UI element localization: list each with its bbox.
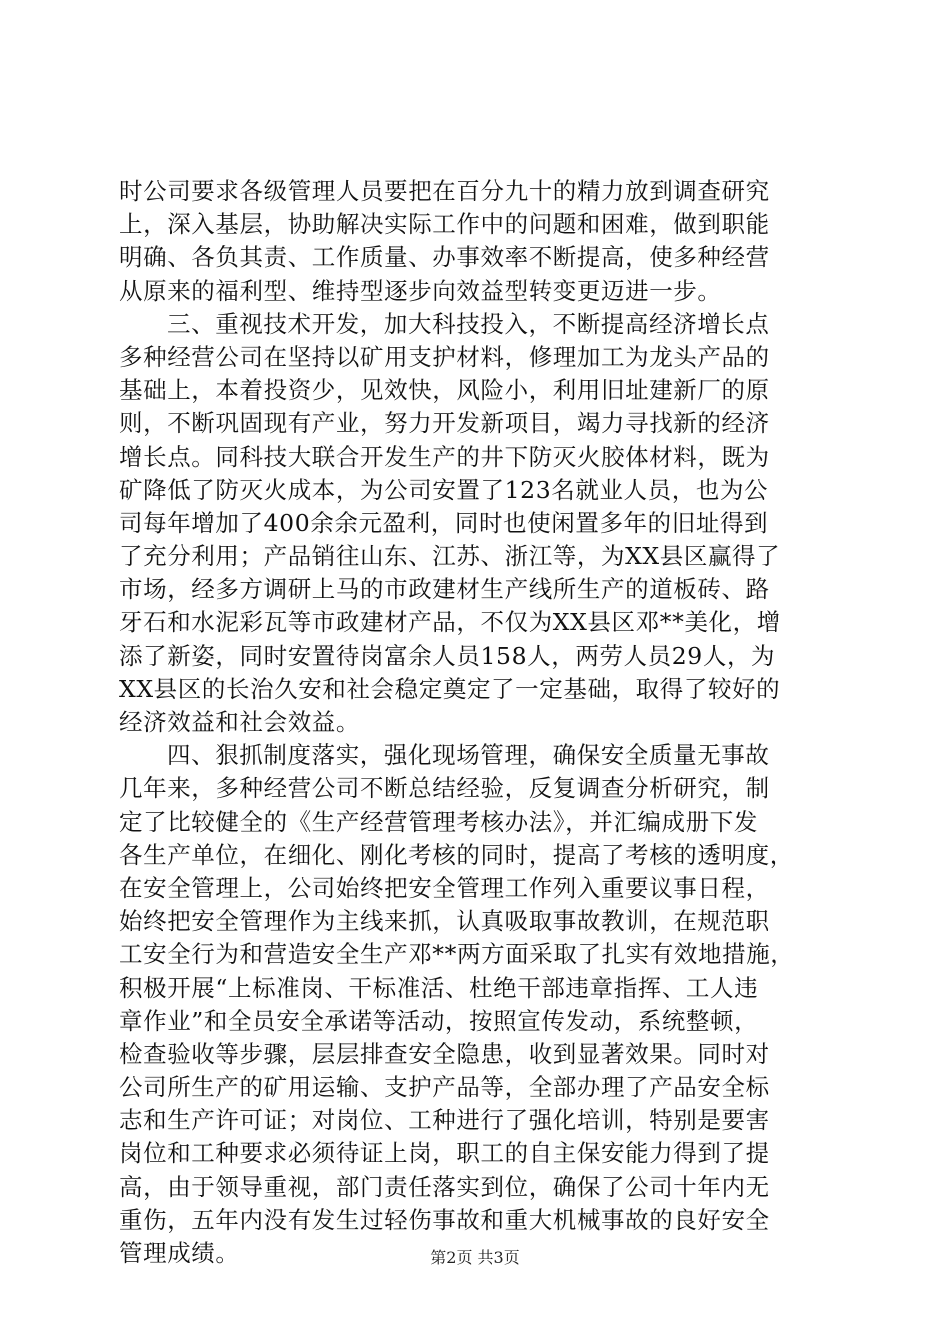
text-line: 管理成绩。 — [119, 1239, 240, 1267]
text-line: 在安全管理上，公司始终把安全管理工作列入重要议事日程， — [119, 873, 770, 902]
text-line: 了充分利用；产品销往山东、江苏、浙江等，为XX县区赢得了 — [119, 542, 781, 571]
text-line: 明确、各负其责、工作质量、办事效率不断提高，使多种经营 — [119, 243, 770, 272]
text-line: 志和生产许可证；对岗位、工种进行了强化培训，特别是要害 — [119, 1106, 770, 1135]
text-line: 基础上，本着投资少，见效快，风险小，利用旧址建新厂的原 — [119, 376, 770, 405]
text-line: 积极开展“上标准岗、干标准活、杜绝干部违章指挥、工人违 — [119, 973, 759, 1002]
text-line: 工安全行为和营造安全生产邓**两方面采取了扎实有效地措施， — [119, 940, 795, 969]
text-line: 司每年增加了400余余元盈利，同时也使闲置多年的旧址得到 — [119, 508, 769, 537]
text-line: 添了新姿，同时安置待岗富余人员158人，两劳人员29人，为 — [119, 641, 776, 670]
text-line: 上，深入基层，协助解决实际工作中的问题和困难，做到职能 — [119, 210, 770, 239]
text-line: 各生产单位，在细化、刚化考核的同时，提高了考核的透明度， — [119, 840, 794, 869]
text-line: 始终把安全管理作为主线来抓，认真吸取事故教训，在规范职 — [119, 907, 770, 936]
section-heading-line: 三、重视技术开发，加大科技投入，不断提高经济增长点 — [167, 309, 770, 338]
section-heading-line: 四、狠抓制度落实，强化现场管理，确保安全质量无事故 — [167, 741, 770, 770]
document-body — [119, 175, 839, 1270]
text-line: 时公司要求各级管理人员要把在百分九十的精力放到调查研究 — [119, 177, 770, 205]
text-line: 矿降低了防灭火成本，为公司安置了123名就业人员，也为公 — [119, 475, 769, 504]
text-line: 几年来，多种经营公司不断总结经验，反复调查分析研究，制 — [119, 774, 770, 803]
text-line: 则，不断巩固现有产业，努力开发新项目，竭力寻找新的经济 — [119, 409, 770, 438]
text-line: 增长点。同科技大联合开发生产的井下防灭火胶体材料，既为 — [119, 442, 770, 471]
text-line: 经济效益和社会效益。 — [119, 708, 360, 736]
text-line: XX县区的长治久安和社会稳定奠定了一定基础，取得了较好的 — [119, 674, 781, 703]
text-line: 岗位和工种要求必须待证上岗，职工的自主保安能力得到了提 — [119, 1139, 770, 1168]
text-line: 牙石和水泥彩瓦等市政建材产品，不仅为XX县区邓**美化，增 — [119, 608, 781, 637]
text-line: 高，由于领导重视，部门责任落实到位，确保了公司十年内无 — [119, 1172, 770, 1201]
page-number-footer: 第2页 共3页 — [430, 1248, 520, 1267]
text-line: 章作业”和全员安全承诺等活动，按照宣传发动，系统整顿， — [119, 1006, 759, 1035]
text-line: 市场，经多方调研上马的市政建材生产线所生产的道板砖、路 — [119, 575, 770, 604]
text-line: 定了比较健全的《生产经营管理考核办法》，并汇编成册下发 — [119, 807, 758, 836]
text-line: 多种经营公司在坚持以矿用支护材料，修理加工为龙头产品的 — [119, 342, 770, 371]
text-line: 公司所生产的矿用运输、支护产品等，全部办理了产品安全标 — [119, 1073, 770, 1102]
text-line: 检查验收等步骤，层层排查安全隐患，收到显著效果。同时对 — [119, 1039, 770, 1068]
text-line: 重伤，五年内没有发生过轻伤事故和重大机械事故的良好安全 — [119, 1205, 770, 1234]
text-line: 从原来的福利型、维持型逐步向效益型转变更迈进一步。 — [119, 276, 722, 305]
